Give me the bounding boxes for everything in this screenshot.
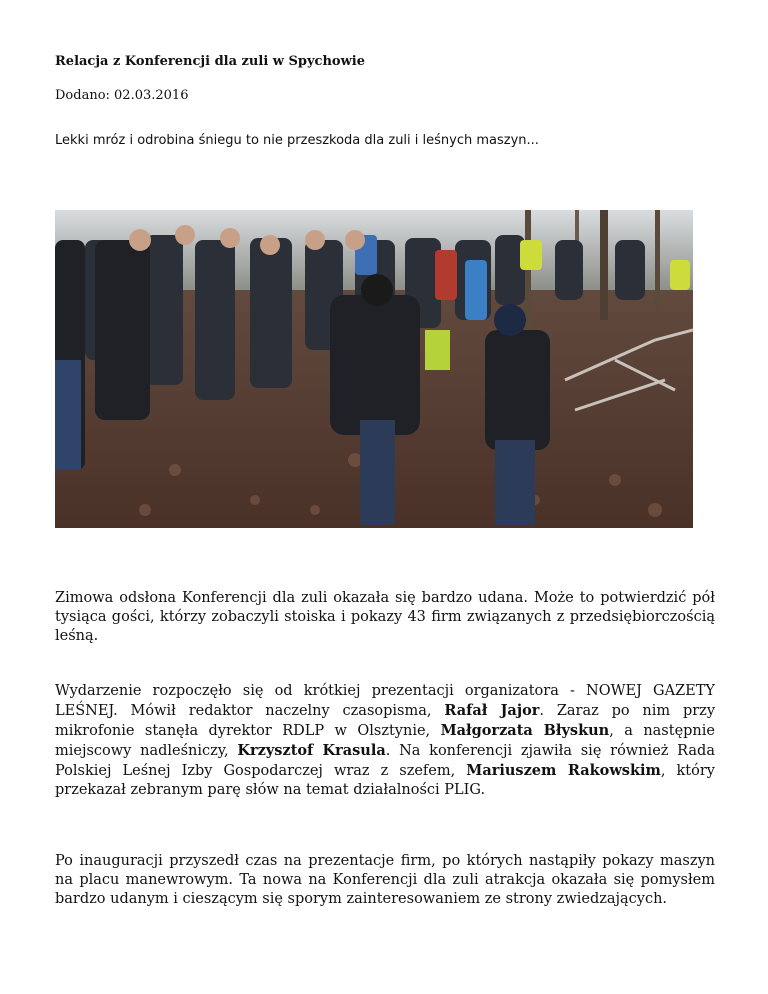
paragraph-2-text: . Zaraz po nim przy mikrofonie stanęła dyrektor RDLP w Olsztynie,	[55, 703, 716, 739]
paragraph-2-text: , a następnie miejscowy nadleśniczy,	[55, 723, 715, 759]
paragraph-2-text: . Na konferencji zjawiła się również Rada Polskiej Leśnej Izby Gospodarczej wraz z szefem,	[55, 743, 715, 779]
paragraph-2	[55, 682, 715, 800]
paragraph-3: Po inauguracji przyszedł czas na prezentacje firm, po których nastąpiły pokazy maszyn na placu manewrowym. Ta nowa na Konferencji dla zuli atrakcja okazała się pomysłem bardzo udanym i cieszącym się sporym zainteresowaniem ze strony zwiedzających.	[55, 853, 715, 907]
person-name: Mariuszem Rakowskim	[466, 762, 661, 779]
event-photo	[55, 210, 693, 528]
paragraph-2-text: , który przekazał zebranym parę słów na temat działalności PLIG.	[55, 763, 715, 798]
publish-date: Dodano: 02.03.2016	[55, 88, 189, 103]
crowd-in-forest-image	[55, 210, 693, 528]
paragraph-2-text: Wydarzenie rozpoczęło się od krótkiej prezentacji organizatora - NOWEJ GAZETY LEŚNEJ. Mówił redaktor naczelny czasopisma,	[55, 683, 715, 719]
article-lead: Lekki mróz i odrobina śniegu to nie przeszkoda dla zuli i leśnych maszyn...	[55, 133, 539, 148]
person-name: Krzysztof Krasula	[237, 742, 386, 759]
person-name: Rafał Jajor	[444, 702, 540, 719]
article-title: Relacja z Konferencji dla zuli w Spychowie	[55, 54, 365, 69]
paragraph-1: Zimowa odsłona Konferencji dla zuli okazała się bardzo udana. Może to potwierdzić pół tysiąca gości, którzy zobaczyli stoiska i pokazy 43 firm związanych z przedsiębiorczością leśną.	[55, 590, 715, 644]
person-name: Małgorzata Błyskun	[440, 722, 610, 739]
